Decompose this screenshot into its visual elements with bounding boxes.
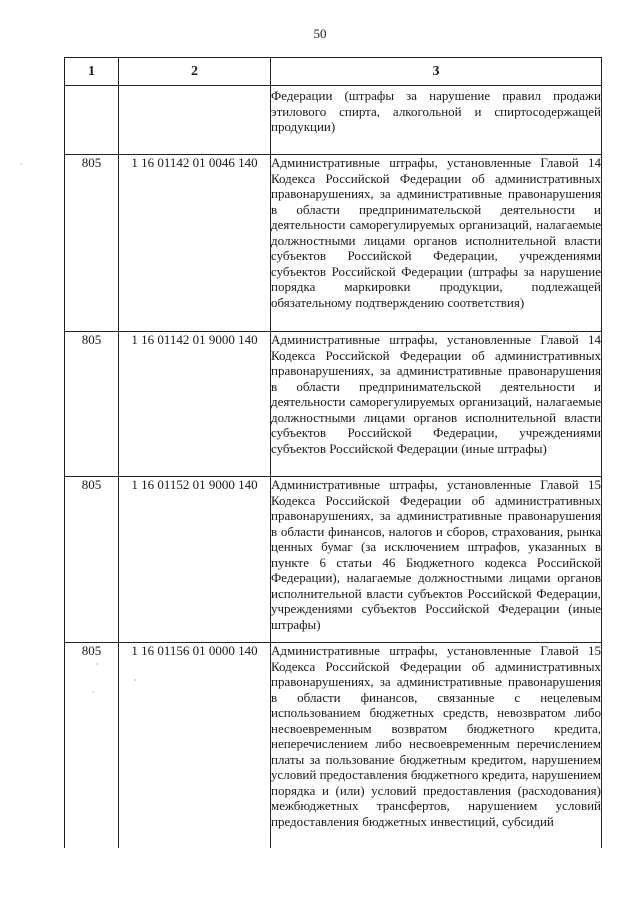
description-cell: Административные штрафы, установленные Главой 14 Кодекса Российской Федерации об административных правонарушениях, за административные правонарушения в области предпринимательской деятельности и деятельности саморегулируемых организаций, налагаемые должностными лицами органов исполнительной власти субъектов Российской Федерации, учреждениями субъектов Российской Федерации (штрафы за нарушение порядка маркировки продукции, подлежащей обязательному подтверждению соответствия) [271,155,602,332]
scan-speck: · [20,160,23,169]
codes-table [64,57,602,848]
table-row [65,86,602,155]
description-cell: Административные штрафы, установленные Главой 15 Кодекса Российской Федерации об административных правонарушениях, за административные правонарушения в области финансов, связанные с нецелевым использованием бюджетных средств, невозвратом либо несвоевременным возвратом бюджетного кредита, неперечислением либо несвоевременным перечислением платы за пользование бюджетным кредитом, нарушением условий предоставления бюджетного кредита, нарушением порядка и (или) условий предоставления (расходования) межбюджетных трансфертов, нарушением условий предоставления бюджетных инвестиций, субсидий [271,643,602,848]
budget-code-cell [119,86,271,155]
table-row [65,155,602,332]
column-header-2: 2 [119,58,271,86]
budget-code-cell: 1 16 01142 01 0046 140 [119,155,271,332]
page-number: 50 [313,26,327,41]
admin-code-cell: 805 [65,155,119,332]
admin-code-cell [65,86,119,155]
scan-speck: · [95,660,98,669]
budget-code-cell: 1 16 01152 01 9000 140 [119,477,271,643]
admin-code-cell: 805 [65,643,119,848]
description-cell: Административные штрафы, установленные Главой 15 Кодекса Российской Федерации об административных правонарушениях, за административные правонарушения в области финансов, налогов и сборов, страхования, рынка ценных бумаг (за исключением штрафов, указанных в пункте 6 статьи 46 Бюджетного кодекса Российской Федерации), налагаемые должностными лицами органов исполнительной власти субъектов Российской Федерации, учреждениями субъектов Российской Федерации (иные штрафы) [271,477,602,643]
scan-speck: · [92,688,95,697]
column-header-3: 3 [271,58,602,86]
description-cell: Федерации (штрафы за нарушение правил продажи этилового спирта, алкогольной и спиртосодержащей продукции) [271,86,602,155]
table-row [65,332,602,477]
table-row [65,477,602,643]
header-row [65,58,602,86]
admin-code-cell: 805 [65,477,119,643]
scan-speck: · [134,676,137,685]
description-cell: Административные штрафы, установленные Главой 14 Кодекса Российской Федерации об административных правонарушениях, за административные правонарушения в области предпринимательской деятельности и деятельности саморегулируемых организаций, налагаемые должностными лицами органов исполнительной власти субъектов Российской Федерации, учреждениями субъектов Российской Федерации (иные штрафы) [271,332,602,477]
table-row [65,643,602,848]
budget-code-cell: 1 16 01156 01 0000 140 [119,643,271,848]
admin-code-cell: 805 [65,332,119,477]
budget-code-cell: 1 16 01142 01 9000 140 [119,332,271,477]
column-header-1: 1 [65,58,119,86]
